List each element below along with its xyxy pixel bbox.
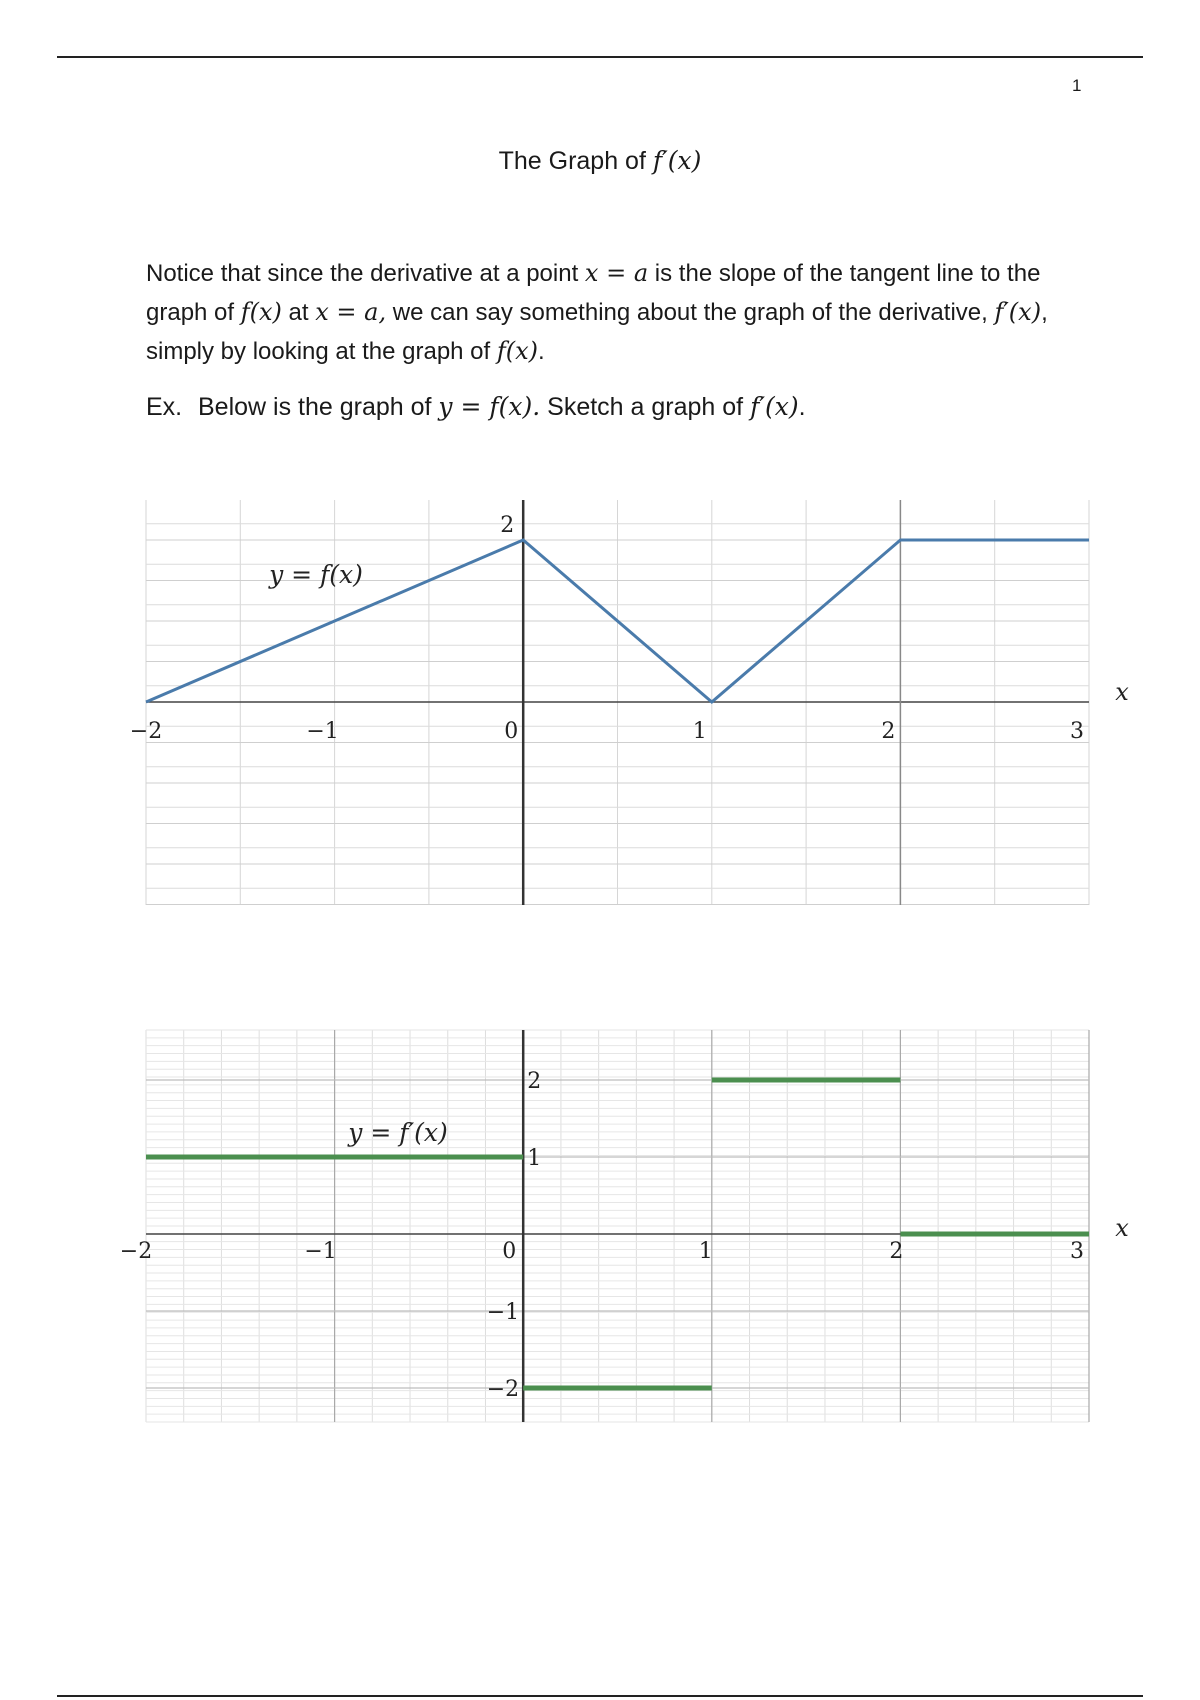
x-tick-label: 2 (881, 719, 896, 744)
para-math-9: f(x) (496, 337, 539, 365)
x-tick-label: −2 (129, 719, 163, 744)
example-math-1: y = f(x). (438, 392, 541, 421)
para-math-1: x = a (584, 259, 649, 287)
x-tick-label: 1 (698, 1239, 713, 1264)
para-math-3: f(x) (240, 298, 282, 326)
para-math-5: x = a, (315, 298, 387, 326)
y-tick-label: 2 (500, 513, 515, 538)
title-text: The Graph of (498, 147, 653, 175)
bottom-rule (57, 1695, 1143, 1697)
example-math-3: f′(x) (750, 392, 799, 421)
para-text-6: we can say something about the graph of the derivative, (386, 299, 995, 326)
x-tick-label: 3 (1070, 1239, 1084, 1264)
para-text-10: . (538, 338, 545, 365)
y-tick-label: −1 (486, 1300, 520, 1325)
y-tick-label: −2 (486, 1377, 520, 1402)
curve-label-f: y = f(x) (269, 560, 363, 589)
x-axis-label: x (1115, 1214, 1129, 1242)
para-math-7: f′(x) (994, 298, 1042, 326)
y-tick-label: 2 (527, 1069, 542, 1094)
para-text-8: , simply by looking at the graph of (146, 299, 1048, 365)
para-text-0: Notice that since the derivative at a point (146, 260, 585, 287)
x-tick-label: 2 (889, 1239, 904, 1264)
title-math: f′(x) (652, 146, 702, 175)
y-tick-label: 1 (527, 1146, 542, 1171)
example-text-2: Sketch a graph of (540, 393, 751, 421)
x-tick-label: 1 (692, 719, 707, 744)
para-text-4: at (281, 299, 316, 326)
x-tick-label: −1 (304, 1239, 337, 1264)
x-tick-label: 3 (1070, 719, 1084, 744)
x-axis-label: x (1115, 678, 1129, 706)
curve-label-fprime: y = f′(x) (348, 1118, 448, 1147)
x-tick-label: 0 (504, 719, 519, 744)
example-text-0: Below is the graph of (198, 393, 439, 421)
example-lead: Ex. (146, 393, 183, 421)
x-tick-label: −2 (119, 1239, 153, 1264)
example-text-4: . (798, 393, 806, 421)
page-number: 1 (1072, 76, 1082, 95)
para-text-2: is the slope of the tangent line to the graph of (146, 260, 1041, 326)
x-tick-label: −1 (306, 719, 339, 744)
x-tick-label: 0 (502, 1239, 517, 1264)
